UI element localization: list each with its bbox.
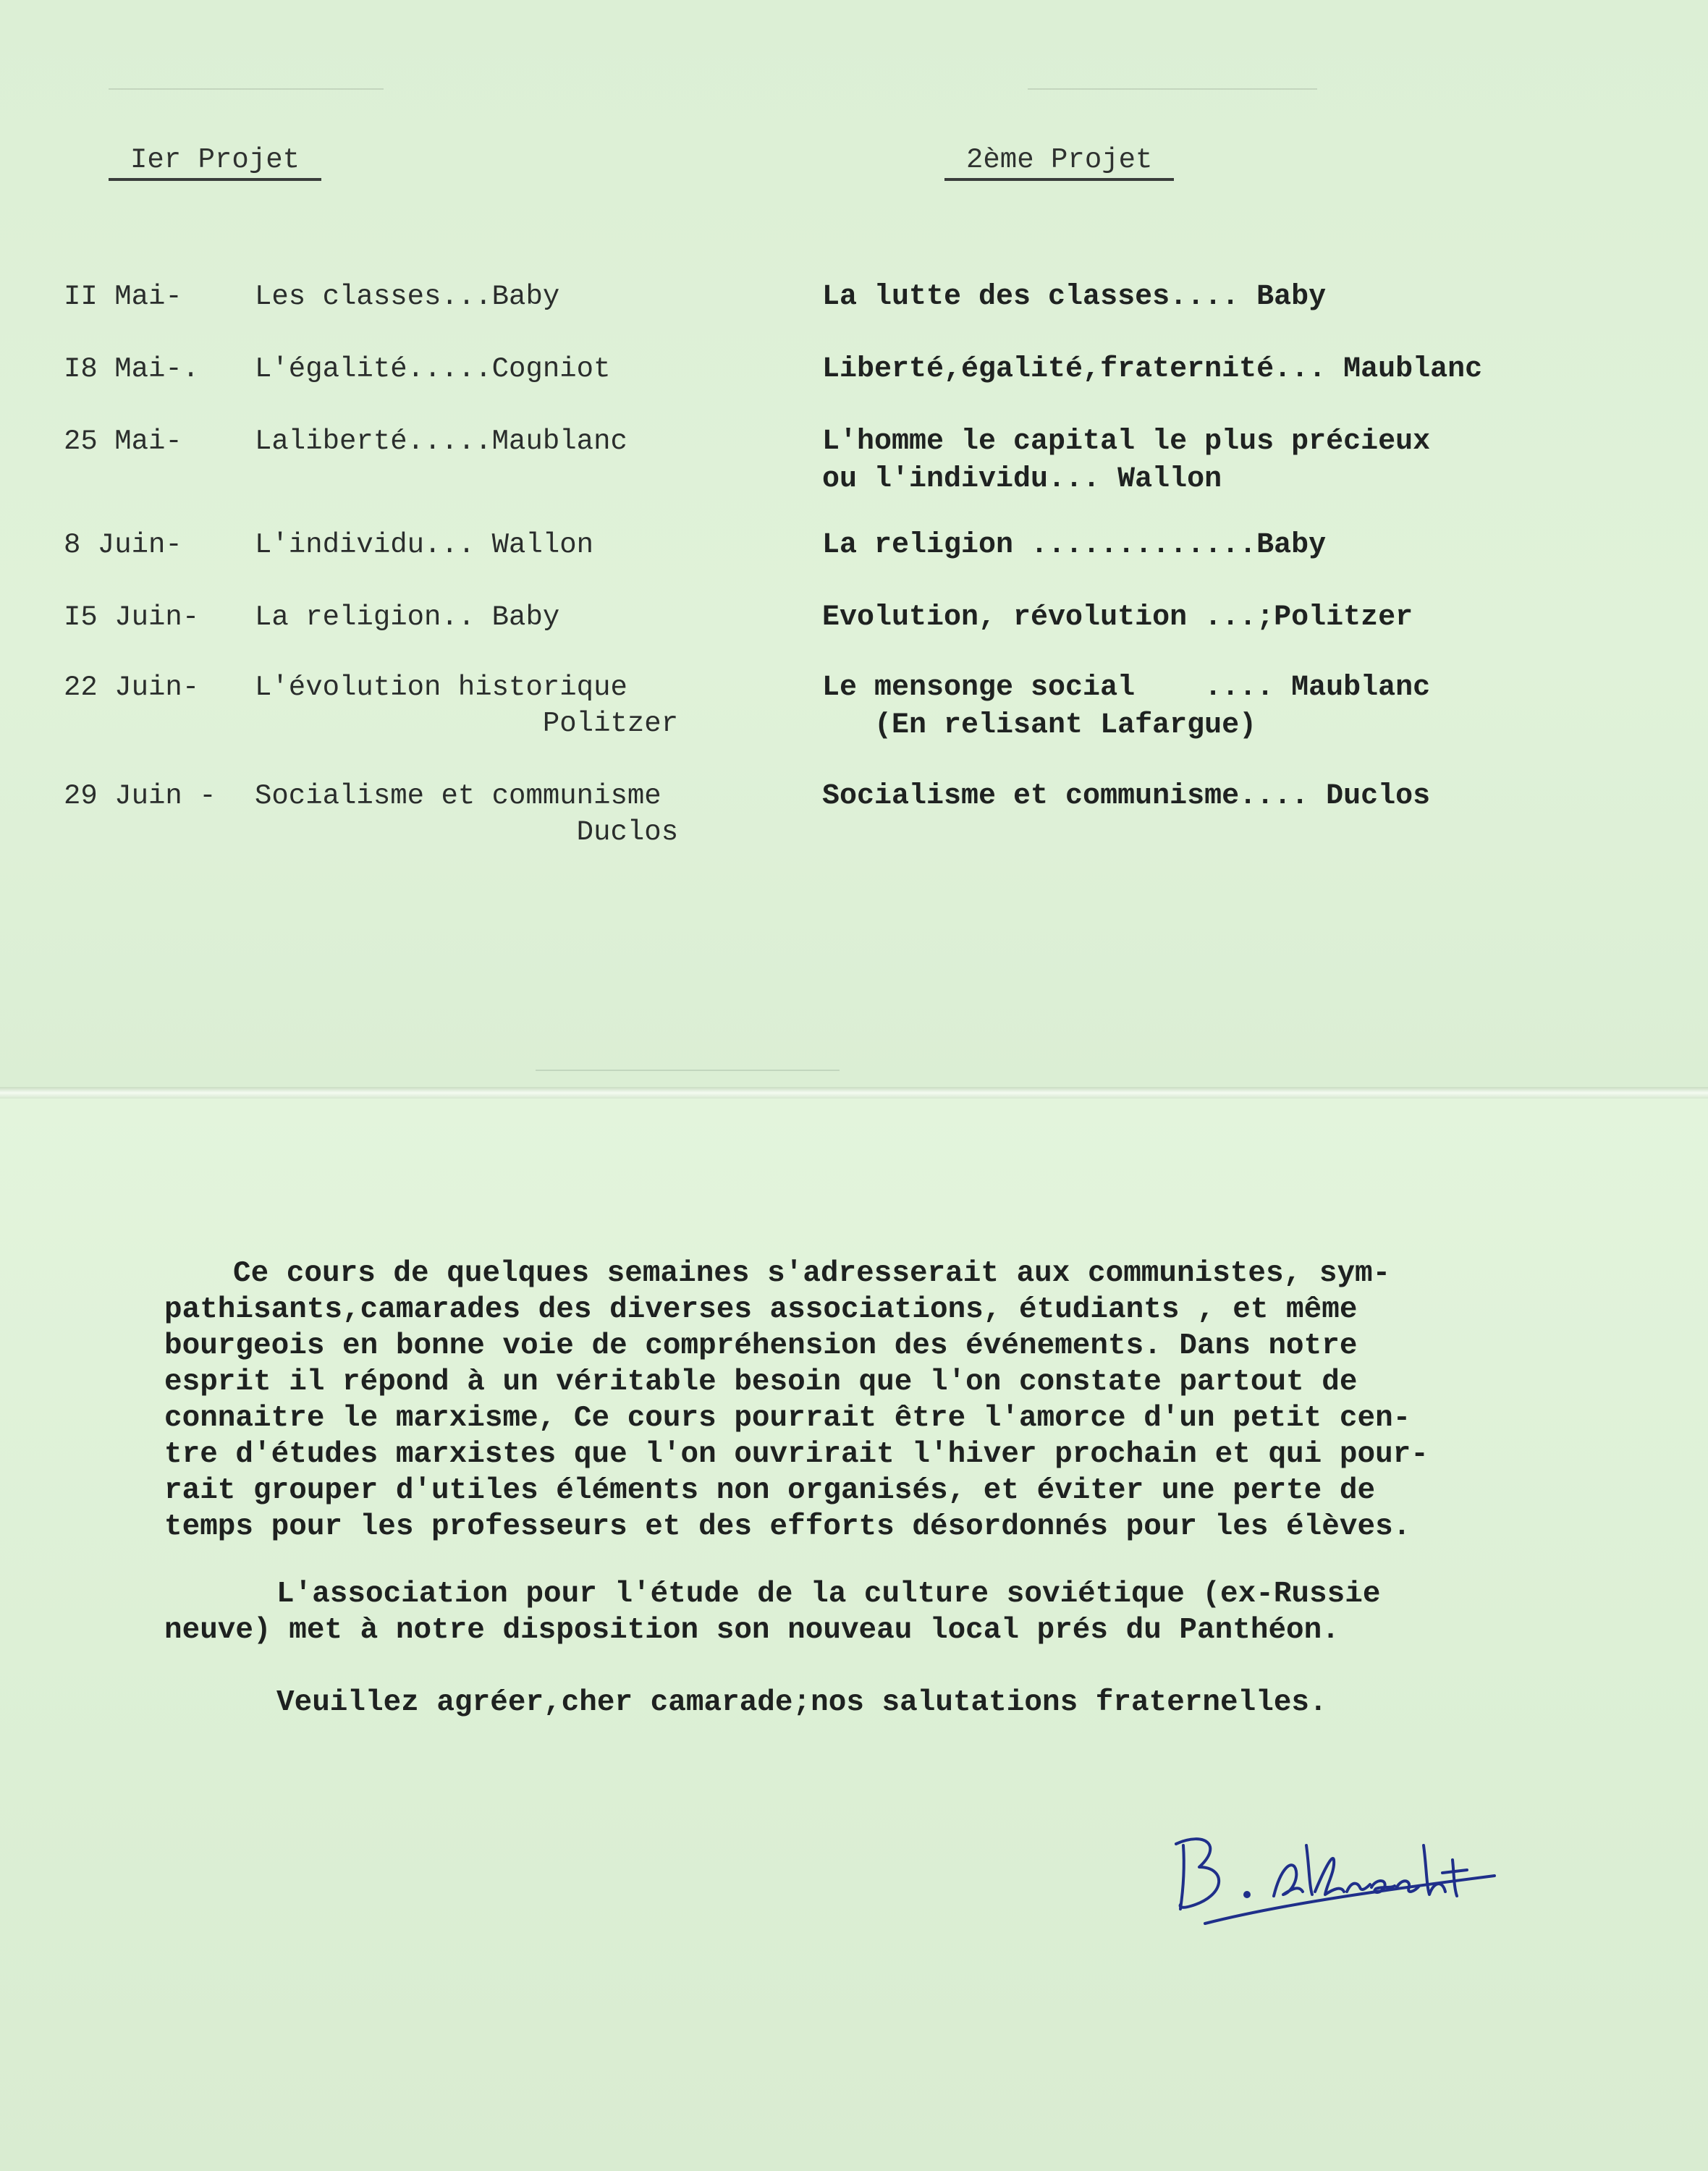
project1-entry: Les classes...Baby [255,281,560,313]
letter-line: pathisants,camarades des diverses associations, étudiants , et même [164,1293,1358,1326]
schedule-date: 25 Mai- [64,426,182,457]
letter-line: Ce cours de quelques semaines s'adresserait aux communistes, sym- [233,1257,1391,1290]
letter-line: esprit il répond à un véritable besoin que l'on constate partout de [164,1366,1358,1399]
schedule-date: II Mai- [64,281,182,313]
show-through-mark [1028,88,1317,90]
project2-entry: La religion .............Baby [822,529,1327,562]
heading-project-1: Ier Projet [109,142,321,181]
schedule-date: 22 Juin- [64,672,200,703]
project2-entry: Liberté,égalité,fraternité... Maublanc [822,353,1483,386]
letter-line: L'association pour l'étude de la culture soviétique (ex-Russie [276,1578,1381,1611]
project2-entry: Le mensonge social .... Maublanc (En relisant Lafargue) [822,672,1431,742]
letter-paragraph-2 [164,1576,1623,1649]
project1-entry: L'évolution historique Politzer [255,672,679,740]
closing-line: Veuillez agréer,cher camarade;nos salutations fraternelles. [276,1686,1327,1719]
show-through-mark [109,88,384,90]
schedule-date: I5 Juin- [64,601,200,633]
letter-paragraph-1 [164,1256,1623,1545]
letter-line: tre d'études marxistes que l'on ouvrirait l'hiver prochain et qui pour- [164,1438,1429,1471]
schedule-date: I8 Mai-. [64,353,200,385]
letter-line: connaitre le marxisme, Ce cours pourrait être l'amorce d'un petit cen- [164,1402,1411,1435]
project1-entry: L'égalité.....Cogniot [255,353,611,385]
letter-line: bourgeois en bonne voie de compréhension des événements. Dans notre [164,1329,1358,1363]
project2-entry: L'homme le capital le plus précieux ou l'individu... Wallon [822,426,1431,496]
letter-line: neuve) met à notre disposition son nouveau local prés du Panthéon. [164,1614,1340,1647]
project1-entry: La religion.. Baby [255,601,560,633]
project2-entry: Evolution, révolution ...;Politzer [822,601,1413,634]
letter-closing [233,1685,1623,1721]
schedule-date: 29 Juin - [64,780,216,812]
show-through-mark [536,1070,840,1071]
project1-entry: Laliberté.....Maublanc [255,426,627,457]
schedule-date: 8 Juin- [64,529,182,561]
project2-entry: La lutte des classes.... Baby [822,281,1327,313]
heading-project-2: 2ème Projet [944,142,1174,181]
project1-entry: L'individu... Wallon [255,529,594,561]
project2-entry: Socialisme et communisme.... Duclos [822,780,1431,813]
signature-image [1154,1816,1502,1925]
letter-line: temps pour les professeurs et des efforts désordonnés pour les élèves. [164,1510,1411,1544]
project1-entry: Socialisme et communisme Duclos [255,780,679,848]
letter-line: rait grouper d'utiles éléments non organisés, et éviter une perte de [164,1474,1376,1507]
